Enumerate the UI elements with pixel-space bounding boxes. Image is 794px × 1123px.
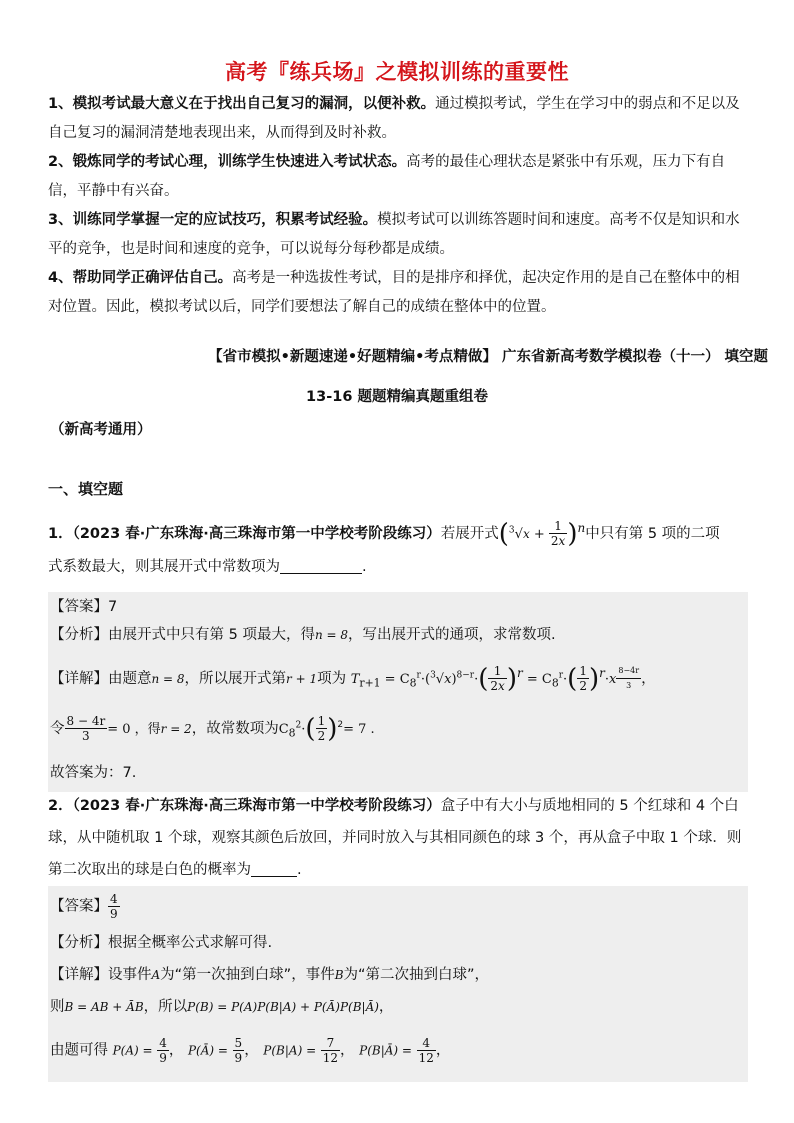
q2-detail: 【详解】设事件A为“第一次抽到白球”，事件B为“第二次抽到白球”， (50, 967, 490, 983)
answer-blank (280, 557, 362, 574)
exam-scope: （新高考通用） (50, 422, 152, 438)
fraction-1-2x: $\frac{1}{2x}$ (550, 519, 566, 549)
q2-detail-line3: 由题可得 P(A) = $\frac{4}{9}$ ， P(Ā) = $\frac{5}{9}$ ， P(B|A) = $\frac{7}{12}$ ， P(B|Ā) = $\frac{4}{12}$ ， (50, 1036, 451, 1065)
intro-point-4: 4、帮助同学正确评估自己。高考是一种选拔性考试，目的是排序和择优，起决定作用的是自己在整体中的相对位置。因此，模拟考试以后，同学们要想法了解自己的成绩在整体中的位置。 (48, 270, 740, 315)
question-2: 2．（2023 春·广东珠海·高三珠海市第一中学校考阶段练习）盒子中有大小与质地相同的 5 个红球和 4 个白球，从中随机取 1 个球，观察其颜色后放回，并同时放入与其相同颜色的球 3 个，再从盒子中取 1 个球．则第二次取出的球是白色的概率为 . (48, 798, 742, 878)
intro-point-3: 3、训练同学掌握一定的应试技巧，积累考试经验。模拟考试可以训练答题时间和速度。高考不仅是知识和水平的竞争，也是时间和速度的竞争，可以说每分每秒都是成绩。 (48, 212, 740, 257)
page-title: 高考『练兵场』之模拟训练的重要性 (225, 60, 569, 84)
exam-subheader: 13-16 题题精编真题重组卷 (306, 389, 488, 405)
q2-analysis: 【分析】根据全概率公式求解可得. (50, 935, 273, 951)
general-term-formula: $T_{r+1} = C_8^r\cdot(^3√x)^{8-r}\cdot$ (350, 670, 479, 690)
intro-section (48, 90, 750, 322)
question-1: 1．（2023 春·广东珠海·高三珠海市第一中学校考阶段练习）若展开式($^3$√x + $\frac{1}{2x}$ )$^n$中只有第 5 项的二项 式系数最大，则其展开式中常数项为 . (48, 518, 720, 575)
q1-detail-line2: 令 $\frac{8 - 4r}{3}$ = 0 ，得r = 2，故常数项为$C_8^2\cdot$( $\frac{1}{2}$ )$^2$= 7 . (50, 713, 375, 744)
q1-analysis: 【分析】由展开式中只有第 5 项最大，得n = 8，写出展开式的通项，求常数项. (50, 627, 556, 643)
cube-root-x: $^3$√x (508, 525, 530, 542)
q1-detail: 【详解】由题意n = 8，所以展开式第r + 1项为 $T_{r+1} = C_8^r\cdot(^3√x)^{8-r}\cdot$( $\frac{1}{2x}$ )$^r = C_8^r\cdot$( $\frac{1}{2}$ )$^r$·x $\frac{8-4r}{3}$ ， (50, 663, 656, 694)
section-title: 一、填空题 (48, 480, 124, 498)
intro-point-2: 2、锻炼同学的考试心理，训练学生快速进入考试状态。高考的最佳心理状态是紧张中有乐观，压力下有自信，平静中有兴奋。 (48, 154, 726, 199)
q2-detail-line2: 则B = AB + ĀB，所以P(B) = P(A)P(B|A) + P(Ā)P(B|Ā)， (50, 999, 394, 1015)
q2-answer: 【答案】 $\frac{4}{9}$ (50, 892, 118, 921)
exam-header: 【省市模拟•新题速递•好题精编•考点精做】 广东省新高考数学模拟卷（十一） 填空题 (208, 349, 768, 365)
intro-point-1: 1、模拟考试最大意义在于找出自己复习的漏洞，以便补救。通过模拟考试，学生在学习中的弱点和不足以及自己复习的漏洞清楚地表现出来，从而得到及时补救。 (48, 96, 740, 141)
q1-answer: 【答案】7 (50, 599, 118, 615)
q1-final-answer: 故答案为：7. (50, 765, 137, 781)
answer-blank (251, 860, 297, 877)
